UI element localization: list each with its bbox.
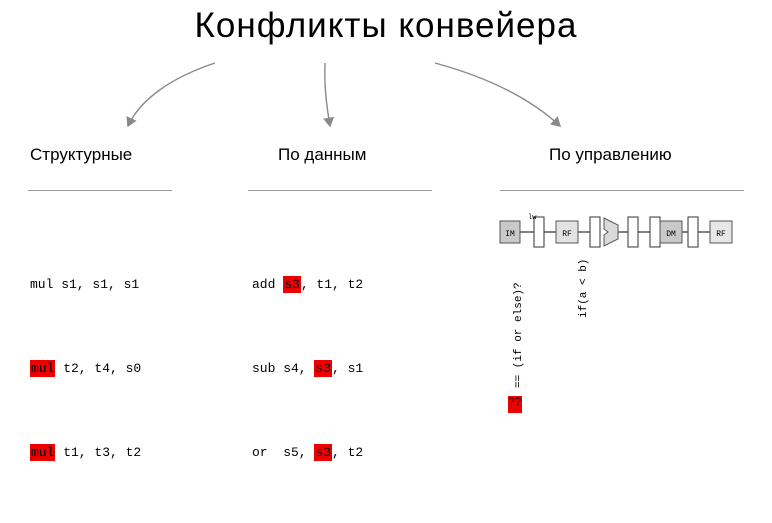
code-line: or s5, s3, t2 xyxy=(252,445,364,460)
arrow-to-data xyxy=(325,63,330,126)
column-heading-control: По управлению xyxy=(549,145,672,164)
code-line: mul s1, s1, s1 xyxy=(30,277,140,292)
svg-text:RF: RF xyxy=(562,230,572,239)
svg-text:IM: IM xyxy=(505,230,515,239)
code-line: mul t1, t3, t2 xyxy=(31,445,142,460)
page-title: Конфликты конвейера xyxy=(194,6,578,45)
code-block-data xyxy=(252,215,363,523)
arrow-to-structural xyxy=(128,63,215,126)
annotation-if-condition: if(a < b) xyxy=(578,258,590,318)
highlight-token: s3 xyxy=(315,445,332,460)
annotation-branch-target: == (if or else)? xyxy=(513,282,525,388)
annotation-unknown-target: ?? xyxy=(508,396,522,413)
svg-text:RF: RF xyxy=(716,230,726,239)
code-line: sub s4, s3, s1 xyxy=(252,361,364,376)
code-line: mul t2, t4, s0 xyxy=(31,361,142,376)
highlight-token: mul xyxy=(31,445,55,460)
divider-data xyxy=(248,190,432,191)
divider-structural xyxy=(28,190,172,191)
code-block-structural xyxy=(30,215,141,523)
svg-text:DM: DM xyxy=(666,230,676,239)
svg-text:lw: lw xyxy=(528,214,537,222)
code-line: add s3, t1, t2 xyxy=(252,277,364,292)
highlight-token: s3 xyxy=(284,277,300,292)
arrow-to-control xyxy=(435,63,560,126)
highlight-token: s3 xyxy=(315,361,332,376)
column-heading-structural: Структурные xyxy=(30,145,133,164)
divider-control xyxy=(500,190,744,191)
highlight-token: mul xyxy=(31,361,55,376)
column-heading-data: По данным xyxy=(278,145,367,164)
pipeline-diagram xyxy=(498,205,754,265)
